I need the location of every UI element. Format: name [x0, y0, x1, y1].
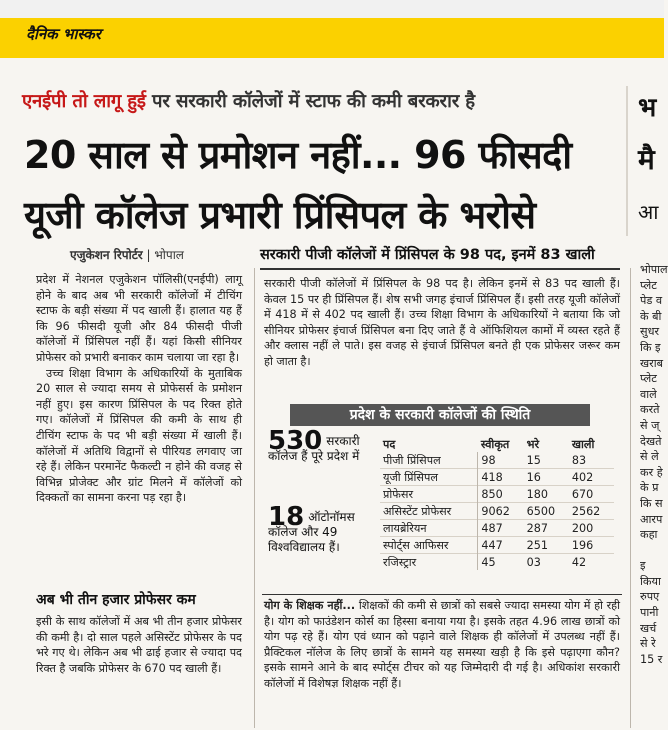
table-cell: 670	[569, 486, 614, 503]
table-cell: 287	[524, 520, 569, 537]
table-cell: स्पोर्ट्स आफिसर	[380, 537, 478, 554]
fragment-line: खर्च	[640, 621, 657, 635]
left-paragraph-3: इसी के साथ कॉलेजों में अब भी तीन हजार प्रोफेसर की कमी है। दो साल पहले असिस्टेंट प्रोफेसर के पद भरे गए थे। लेकिन अब भी ढाई हजार से ज्यादा पद रिक्त है जबकि प्रोफेसर के 670 पद खाली हैं।	[36, 615, 242, 675]
table-cell: 487	[478, 520, 524, 537]
fragment-line: कि इ	[640, 340, 661, 354]
stat-colleges-number: 530	[268, 426, 323, 456]
table-header: स्वीकृत	[480, 437, 510, 451]
table-cell: 6500	[524, 503, 569, 520]
table-row	[380, 520, 614, 537]
fragment-line: किया	[640, 574, 661, 588]
table-cell: 402	[569, 469, 614, 486]
fragment-line: से रे	[640, 637, 656, 651]
table-cell: 98	[481, 453, 496, 467]
table-cell: प्रोफेसर	[380, 486, 478, 503]
stat-autonomous-text: ऑटोनॉमस कॉलेज और 49 विश्वविद्यालय हैं।	[268, 510, 355, 554]
table-header: खाली	[571, 437, 595, 451]
table-cell: 418	[478, 469, 524, 486]
newspaper-logo: दैनिक भास्कर	[26, 25, 101, 43]
headline-divider	[626, 86, 628, 236]
table-cell: रजिस्ट्रार	[380, 554, 478, 571]
table-cell: पीजी प्रिंसिपल	[380, 452, 478, 469]
kicker-rest: पर सरकारी कॉलेजों में स्टाफ की कमी बरकरार है	[145, 91, 475, 112]
table-cell: 447	[478, 537, 524, 554]
stat-colleges	[268, 426, 368, 464]
table-row	[380, 554, 614, 571]
top-strip	[0, 0, 664, 18]
fragment-line: पानी	[640, 606, 659, 620]
masthead	[0, 18, 664, 58]
stat-autonomous	[268, 502, 368, 555]
yoga-text: शिक्षकों की कमी से छात्रों को सबसे ज्यादा समस्या योग में हो रही है। योग को फाउंडेशन कोर्स का हिस्सा बनाया गया है। इसके तहत 4.96 लाख छात्रों को योग पढ़ रहे हैं। योग एवं ध्यान को पढ़ाने वाले शिक्षक ही कॉलेजों में उपलब्ध नहीं हैं। प्रैक्टिकल नॉलेज के लिए छात्रों के सामने यह समस्या खड़ी है कि इसे पढ़ाएगा कौन? इसके सामने आने के बाद स्पोर्ट्स टीचर को यह जिम्मेदारी दी गई है। अधिकांश सरकारी कॉलेजों में विशेषज्ञ शिक्षक नहीं हैं।	[264, 599, 620, 690]
fragment-line	[640, 543, 664, 559]
table-header: पद	[383, 437, 396, 451]
adjacent-column-fragments	[640, 262, 668, 667]
table-cell: 16	[524, 469, 569, 486]
table-cell: 180	[524, 486, 569, 503]
table-row	[380, 452, 614, 469]
fragment-line: कर हे	[640, 465, 663, 479]
table-cell: 2562	[569, 503, 614, 520]
fragment-line: प्लेट	[640, 278, 657, 292]
fragment-line: से ज्	[640, 418, 660, 432]
fragment-line: के बी	[640, 309, 662, 323]
fragment-line: आरप	[640, 512, 663, 526]
table-row	[380, 503, 614, 520]
byline-place: | भोपाल	[142, 248, 184, 262]
stat-colleges-text: सरकारी कॉलेज हैं पूरे प्रदेश में	[268, 434, 360, 463]
table-cell: 9062	[478, 503, 524, 520]
left-paragraph-1: प्रदेश में नेशनल एजुकेशन पॉलिसी(एनईपी) लागू होने के बाद अब भी सरकारी कॉलेजों में टीचिंग स्टाफ के बड़ी संख्या में पद खाली हैं। हालात यह हैं कि 96 फीसदी यूजी और 84 फीसदी पीजी कॉलेजों में प्रिंसिपल नहीं हैं। यहां किसी सीनियर प्रोफेसर को प्रभारी बनाकर काम चलाया जा रहा है।	[36, 273, 242, 364]
kicker-highlight: एनईपी तो लागू हुई	[22, 91, 146, 112]
posts-table	[380, 436, 614, 570]
fragment-line: से ले	[640, 450, 659, 464]
yoga-lead: योग के शिक्षक नहीं...	[264, 599, 356, 612]
headline-line-2: यूजी कॉलेज प्रभारी प्रिंसिपल के भरोसे	[24, 193, 536, 237]
fragment-line: 15 र	[640, 652, 663, 666]
table-cell: 200	[569, 520, 614, 537]
left-column	[36, 272, 242, 506]
yoga-paragraph	[264, 598, 620, 692]
headline-line-1: 20 साल से प्रमोशन नहीं... 96 फीसदी	[24, 133, 572, 177]
fragment-line: वाले	[640, 387, 657, 401]
adjacent-story-fragment-1: भ	[638, 93, 657, 123]
fragment-line: खराब	[640, 356, 664, 370]
section-divider	[262, 594, 622, 595]
table-title: प्रदेश के सरकारी कॉलेजों की स्थिति	[290, 404, 590, 426]
table-header: भरे	[526, 437, 540, 451]
table-cell: 83	[571, 453, 587, 467]
table-cell: 42	[569, 554, 614, 571]
table-cell: 196	[569, 537, 614, 554]
fragment-line: भोपाल	[640, 263, 668, 276]
fragment-line: करते	[640, 403, 660, 417]
adjacent-story-fragment-2: मै	[638, 143, 655, 176]
byline	[70, 246, 184, 263]
table-row	[380, 537, 614, 554]
table-cell: 03	[524, 554, 569, 571]
adjacent-story-fragment-3: आ	[638, 200, 659, 224]
fragment-line: सुधर	[640, 325, 660, 339]
middle-subheading: सरकारी पीजी कॉलेजों में प्रिंसिपल के 98 पद, इनमें 83 खाली	[260, 244, 620, 270]
table-cell: 45	[478, 554, 524, 571]
table-cell: असिस्टेंट प्रोफेसर	[380, 503, 478, 520]
table-cell: 15	[526, 453, 541, 467]
column-divider-1	[254, 268, 255, 728]
table-cell: 850	[478, 486, 524, 503]
table-cell: यूजी प्रिंसिपल	[380, 469, 478, 486]
fragment-line: इ	[640, 559, 646, 573]
byline-name: एजुकेशन रिपोर्टर	[70, 248, 143, 262]
kicker-line	[22, 88, 475, 113]
table-header-row	[380, 436, 614, 452]
left-subheading: अब भी तीन हजार प्रोफेसर कम	[36, 592, 196, 608]
left-paragraph-2: उच्च शिक्षा विभाग के अधिकारियों के मुताबिक 20 साल से ज्यादा समय से प्रोफेसर्स के प्रमोशन नहीं हुए। इस कारण प्रिंसिपल के पद रिक्त होते गए। कॉलेजों में प्रिंसिपल की कमी के साथ ही टीचिंग स्टाफ के पद भी बड़ी संख्या में खाली हैं। कॉलेजों में अतिथि विद्वानों से पीरियड लगवाए जा रहे हैं। लेकिन परमानेंट फैकल्टी न होने की वजह से विभिन्न प्रोजेक्ट और ग्रांट मिलने में कॉलेजों को दिक्कतों का सामना करना पड़ रहा है।	[36, 366, 242, 505]
table-cell: लायब्रेरियन	[380, 520, 478, 537]
column-divider-2	[630, 268, 631, 728]
fragment-line: पेड व	[640, 294, 663, 308]
fragment-line: कहा	[640, 528, 658, 542]
fragment-line: देखते	[640, 434, 662, 448]
fragment-line: रुपए	[640, 590, 660, 604]
stat-autonomous-number: 18	[268, 502, 305, 532]
table-row	[380, 469, 614, 486]
fragment-line: प्लेट	[640, 372, 657, 386]
fragment-line: कि स	[640, 496, 663, 510]
table-cell: 251	[524, 537, 569, 554]
middle-paragraph-1: सरकारी पीजी कॉलेजों में प्रिंसिपल के 98 पद है। लेकिन इनमें से 83 पद खाली हैं। केवल 15 पर ही प्रिंसिपल हैं। शेष सभी जगह इंचार्ज प्रिंसिपल हैं। इसी तरह यूजी कॉलेजों में 418 में से 402 पद खाली हैं। उच्च शिक्षा विभाग के अधिकारियों ने बताया कि जो सीनियर प्रोफेसर इंचार्ज प्रिंसिपल बना दिए जाते हैं वे ऑफिशियल कामों में व्यस्त रहते हैं और क्लास नहीं ले पाते। इस वजह से इंचार्ज प्रिंसिपल बनते ही एक प्रोफेसर जरूर कम हो जाता है।	[264, 277, 620, 368]
fragment-line: के प्र	[640, 481, 659, 495]
table-row	[380, 486, 614, 503]
